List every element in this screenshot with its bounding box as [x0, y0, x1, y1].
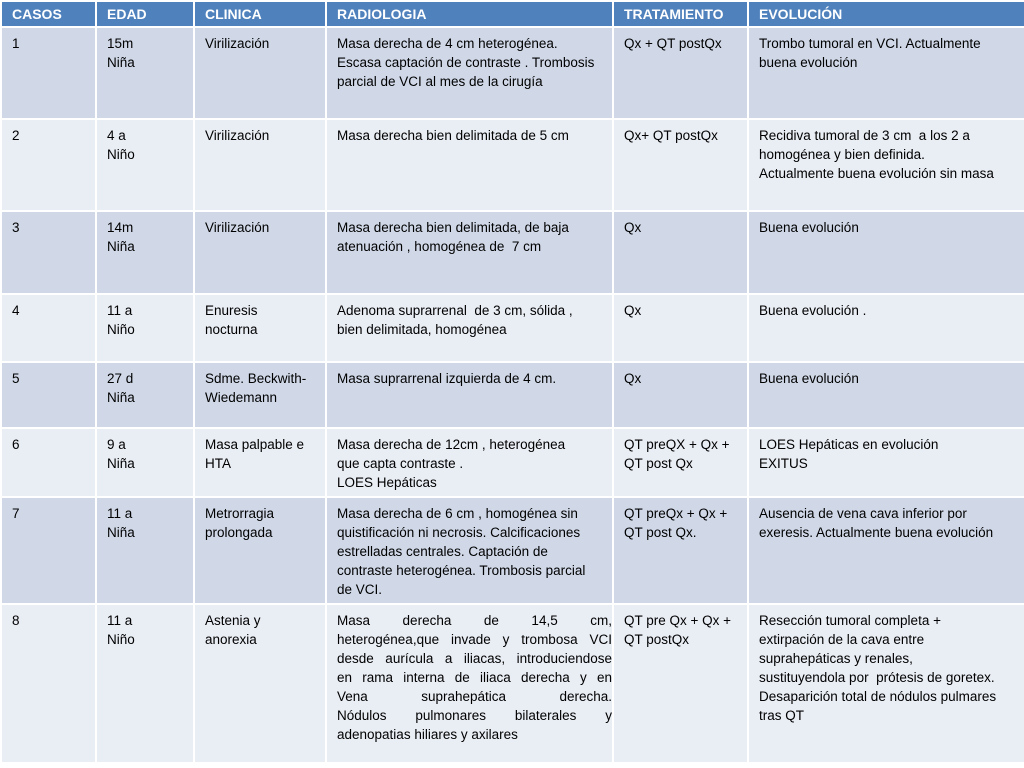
cell-edad-line: 9 a — [107, 437, 126, 452]
cell-edad — [96, 27, 194, 119]
cell-tratamiento-line: QT preQX + Qx + — [624, 437, 730, 452]
cell-clinica-line: Wiedemann — [205, 390, 278, 405]
cell-edad — [96, 362, 194, 428]
cell-radiologia-line: LOES Hepáticas — [337, 475, 437, 490]
cell-casos: 4 — [1, 294, 96, 362]
cell-radiologia — [326, 604, 613, 763]
header-radiologia: RADIOLOGIA — [326, 1, 613, 27]
cell-radiologia-line: Masa derecha de 6 cm , homogénea sin — [337, 506, 578, 521]
cell-edad — [96, 604, 194, 763]
cell-radiologia-line: heterogénea,que invade y trombosa VCI — [337, 632, 612, 647]
cell-radiologia-line: Adenoma suprarrenal de 3 cm, sólida , — [337, 303, 573, 318]
cell-radiologia — [326, 497, 613, 604]
cell-edad-line: Niño — [107, 632, 135, 647]
cell-evolucion — [748, 362, 1024, 428]
table-row — [1, 294, 1024, 362]
cell-tratamiento-line: QT postQx — [624, 632, 690, 647]
cell-radiologia-line: Masa derecha bien delimitada, de baja — [337, 220, 569, 235]
cell-radiologia-line: adenopatias hiliares y axilares — [337, 727, 518, 742]
cell-radiologia-line: que capta contraste . — [337, 456, 464, 471]
cell-radiologia-line: desde aurícula a iliacas, introduciendose — [337, 651, 612, 666]
cell-tratamiento-line: Qx — [624, 371, 642, 386]
cell-radiologia — [326, 211, 613, 294]
cell-clinica-line: prolongada — [205, 525, 273, 540]
cell-radiologia-line: Escasa captación de contraste . Trombosis — [337, 55, 595, 70]
cell-evolucion-line: Buena evolución — [759, 371, 859, 386]
cell-clinica — [194, 497, 326, 604]
cell-evolucion — [748, 497, 1024, 604]
cell-clinica-line: anorexia — [205, 632, 257, 647]
cell-clinica-line: Virilización — [205, 220, 270, 235]
cell-radiologia — [326, 362, 613, 428]
cell-tratamiento — [613, 362, 748, 428]
cell-evolucion-line: sustituyendola por prótesis de goretex. — [759, 670, 995, 685]
cell-tratamiento — [613, 211, 748, 294]
cell-edad — [96, 211, 194, 294]
cell-clinica-line: Virilización — [205, 36, 270, 51]
cell-evolucion — [748, 119, 1024, 211]
table-row — [1, 497, 1024, 604]
cell-radiologia-line: bien delimitada, homogénea — [337, 322, 507, 337]
cell-edad — [96, 294, 194, 362]
cell-edad-line: 4 a — [107, 128, 126, 143]
cell-clinica-line: nocturna — [205, 322, 258, 337]
cell-radiologia — [326, 294, 613, 362]
cell-tratamiento-line: QT preQx + Qx + — [624, 506, 728, 521]
cell-evolucion — [748, 27, 1024, 119]
cell-clinica-line: Enuresis — [205, 303, 258, 318]
cell-radiologia-line: contraste heterogénea. Trombosis parcial — [337, 563, 586, 578]
cell-evolucion-line: Actualmente buena evolución sin masa — [759, 166, 994, 181]
cell-radiologia-line: quistificación ni necrosis. Calcificaciones — [337, 525, 581, 540]
cell-evolucion-line: tras QT — [759, 708, 805, 723]
cell-clinica-line: Metrorragia — [205, 506, 275, 521]
cell-evolucion-line: Resección tumoral completa + — [759, 613, 941, 628]
cell-evolucion — [748, 294, 1024, 362]
table-row — [1, 428, 1024, 497]
cell-tratamiento-line: QT post Qx — [624, 456, 693, 471]
cell-evolucion — [748, 428, 1024, 497]
cell-casos: 5 — [1, 362, 96, 428]
header-evolucion: EVOLUCIÓN — [748, 1, 1024, 27]
cell-radiologia — [326, 119, 613, 211]
cell-radiologia-line: atenuación , homogénea de 7 cm — [337, 239, 542, 254]
cell-evolucion-line: Buena evolución — [759, 220, 859, 235]
cell-evolucion-line: Buena evolución . — [759, 303, 867, 318]
cell-evolucion — [748, 211, 1024, 294]
cell-clinica — [194, 294, 326, 362]
cell-radiologia-line: Masa derecha de 12cm , heterogénea — [337, 437, 566, 452]
cell-tratamiento — [613, 119, 748, 211]
cell-evolucion-line: buena evolución — [759, 55, 858, 70]
cell-casos: 6 — [1, 428, 96, 497]
cell-clinica — [194, 119, 326, 211]
table-row — [1, 27, 1024, 119]
cell-casos: 7 — [1, 497, 96, 604]
cell-tratamiento — [613, 428, 748, 497]
cell-edad-line: 15m — [107, 36, 134, 51]
table-body — [1, 27, 1024, 763]
cell-evolucion-line: EXITUS — [759, 456, 808, 471]
cell-radiologia-line: Masa suprarrenal izquierda de 4 cm. — [337, 371, 557, 386]
cell-tratamiento — [613, 604, 748, 763]
table-row — [1, 119, 1024, 211]
header-row — [1, 1, 1024, 27]
cell-evolucion-line: Ausencia de vena cava inferior por — [759, 506, 967, 521]
cell-tratamiento-line: Qx — [624, 220, 642, 235]
table-row — [1, 211, 1024, 294]
cell-tratamiento-line: Qx+ QT postQx — [624, 128, 718, 143]
cell-edad-line: Niña — [107, 239, 135, 254]
cell-evolucion-line: LOES Hepáticas en evolución — [759, 437, 939, 452]
header-casos: CASOS — [1, 1, 96, 27]
cell-radiologia-line: estrelladas centrales. Captación de — [337, 544, 548, 559]
cell-tratamiento-line: QT post Qx. — [624, 525, 697, 540]
cell-edad-line: 11 a — [107, 613, 133, 628]
cell-casos: 1 — [1, 27, 96, 119]
cell-radiologia-line: Masa derecha de 14,5 cm, — [337, 613, 612, 628]
cell-clinica-line: HTA — [205, 456, 231, 471]
cell-edad-line: Niña — [107, 456, 135, 471]
cell-tratamiento-line: QT pre Qx + Qx + — [624, 613, 732, 628]
cell-evolucion-line: Trombo tumoral en VCI. Actualmente — [759, 36, 981, 51]
cell-evolucion-line: exeresis. Actualmente buena evolución — [759, 525, 994, 540]
cell-edad — [96, 119, 194, 211]
cell-casos: 2 — [1, 119, 96, 211]
cell-clinica-line: Masa palpable e — [205, 437, 305, 452]
cell-casos: 8 — [1, 604, 96, 763]
cell-edad-line: 11 a — [107, 506, 133, 521]
cell-edad — [96, 428, 194, 497]
cell-radiologia-line: Nódulos pulmonares bilaterales y — [337, 708, 612, 723]
cell-edad-line: Niño — [107, 147, 135, 162]
cell-evolucion-line: homogénea y bien definida. — [759, 147, 925, 162]
cell-clinica-line: Astenia y — [205, 613, 261, 628]
cell-edad — [96, 497, 194, 604]
cell-casos: 3 — [1, 211, 96, 294]
cell-edad-line: 27 d — [107, 371, 134, 386]
cell-clinica-line: Virilización — [205, 128, 270, 143]
cell-radiologia-line: en rama interna de iliaca derecha y en — [337, 670, 612, 685]
table-row — [1, 362, 1024, 428]
cell-evolucion-line: extirpación de la cava entre — [759, 632, 925, 647]
cell-evolucion-line: Recidiva tumoral de 3 cm a los 2 a — [759, 128, 970, 143]
cell-tratamiento-line: Qx — [624, 303, 642, 318]
cell-edad-line: Niño — [107, 322, 135, 337]
cell-radiologia — [326, 428, 613, 497]
cell-edad-line: 14m — [107, 220, 134, 235]
cell-edad-line: Niña — [107, 55, 135, 70]
cell-radiologia-line: parcial de VCI al mes de la cirugía — [337, 74, 543, 89]
cell-edad-line: Niña — [107, 525, 135, 540]
cell-radiologia-line: Vena suprahepática derecha. — [337, 689, 612, 704]
cell-radiologia-line: Masa derecha bien delimitada de 5 cm — [337, 128, 569, 143]
cell-tratamiento — [613, 497, 748, 604]
table-header — [1, 1, 1024, 27]
table-row — [1, 604, 1024, 763]
cell-clinica-line: Sdme. Beckwith- — [205, 371, 307, 386]
cell-edad-line: 11 a — [107, 303, 133, 318]
cell-clinica — [194, 362, 326, 428]
cell-tratamiento-line: Qx + QT postQx — [624, 36, 722, 51]
header-edad: EDAD — [96, 1, 194, 27]
cell-radiologia-line: de VCI. — [337, 582, 383, 597]
cell-tratamiento — [613, 294, 748, 362]
cell-clinica — [194, 27, 326, 119]
header-clinica: CLINICA — [194, 1, 326, 27]
cell-edad-line: Niña — [107, 390, 135, 405]
header-tratamiento: TRATAMIENTO — [613, 1, 748, 27]
cell-evolucion-line: suprahepáticas y renales, — [759, 651, 913, 666]
cell-clinica — [194, 428, 326, 497]
cell-radiologia — [326, 27, 613, 119]
cell-clinica — [194, 211, 326, 294]
cell-evolucion-line: Desaparición total de nódulos pulmares — [759, 689, 997, 704]
cell-clinica — [194, 604, 326, 763]
cell-tratamiento — [613, 27, 748, 119]
cell-radiologia-line: Masa derecha de 4 cm heterogénea. — [337, 36, 558, 51]
cell-evolucion — [748, 604, 1024, 763]
